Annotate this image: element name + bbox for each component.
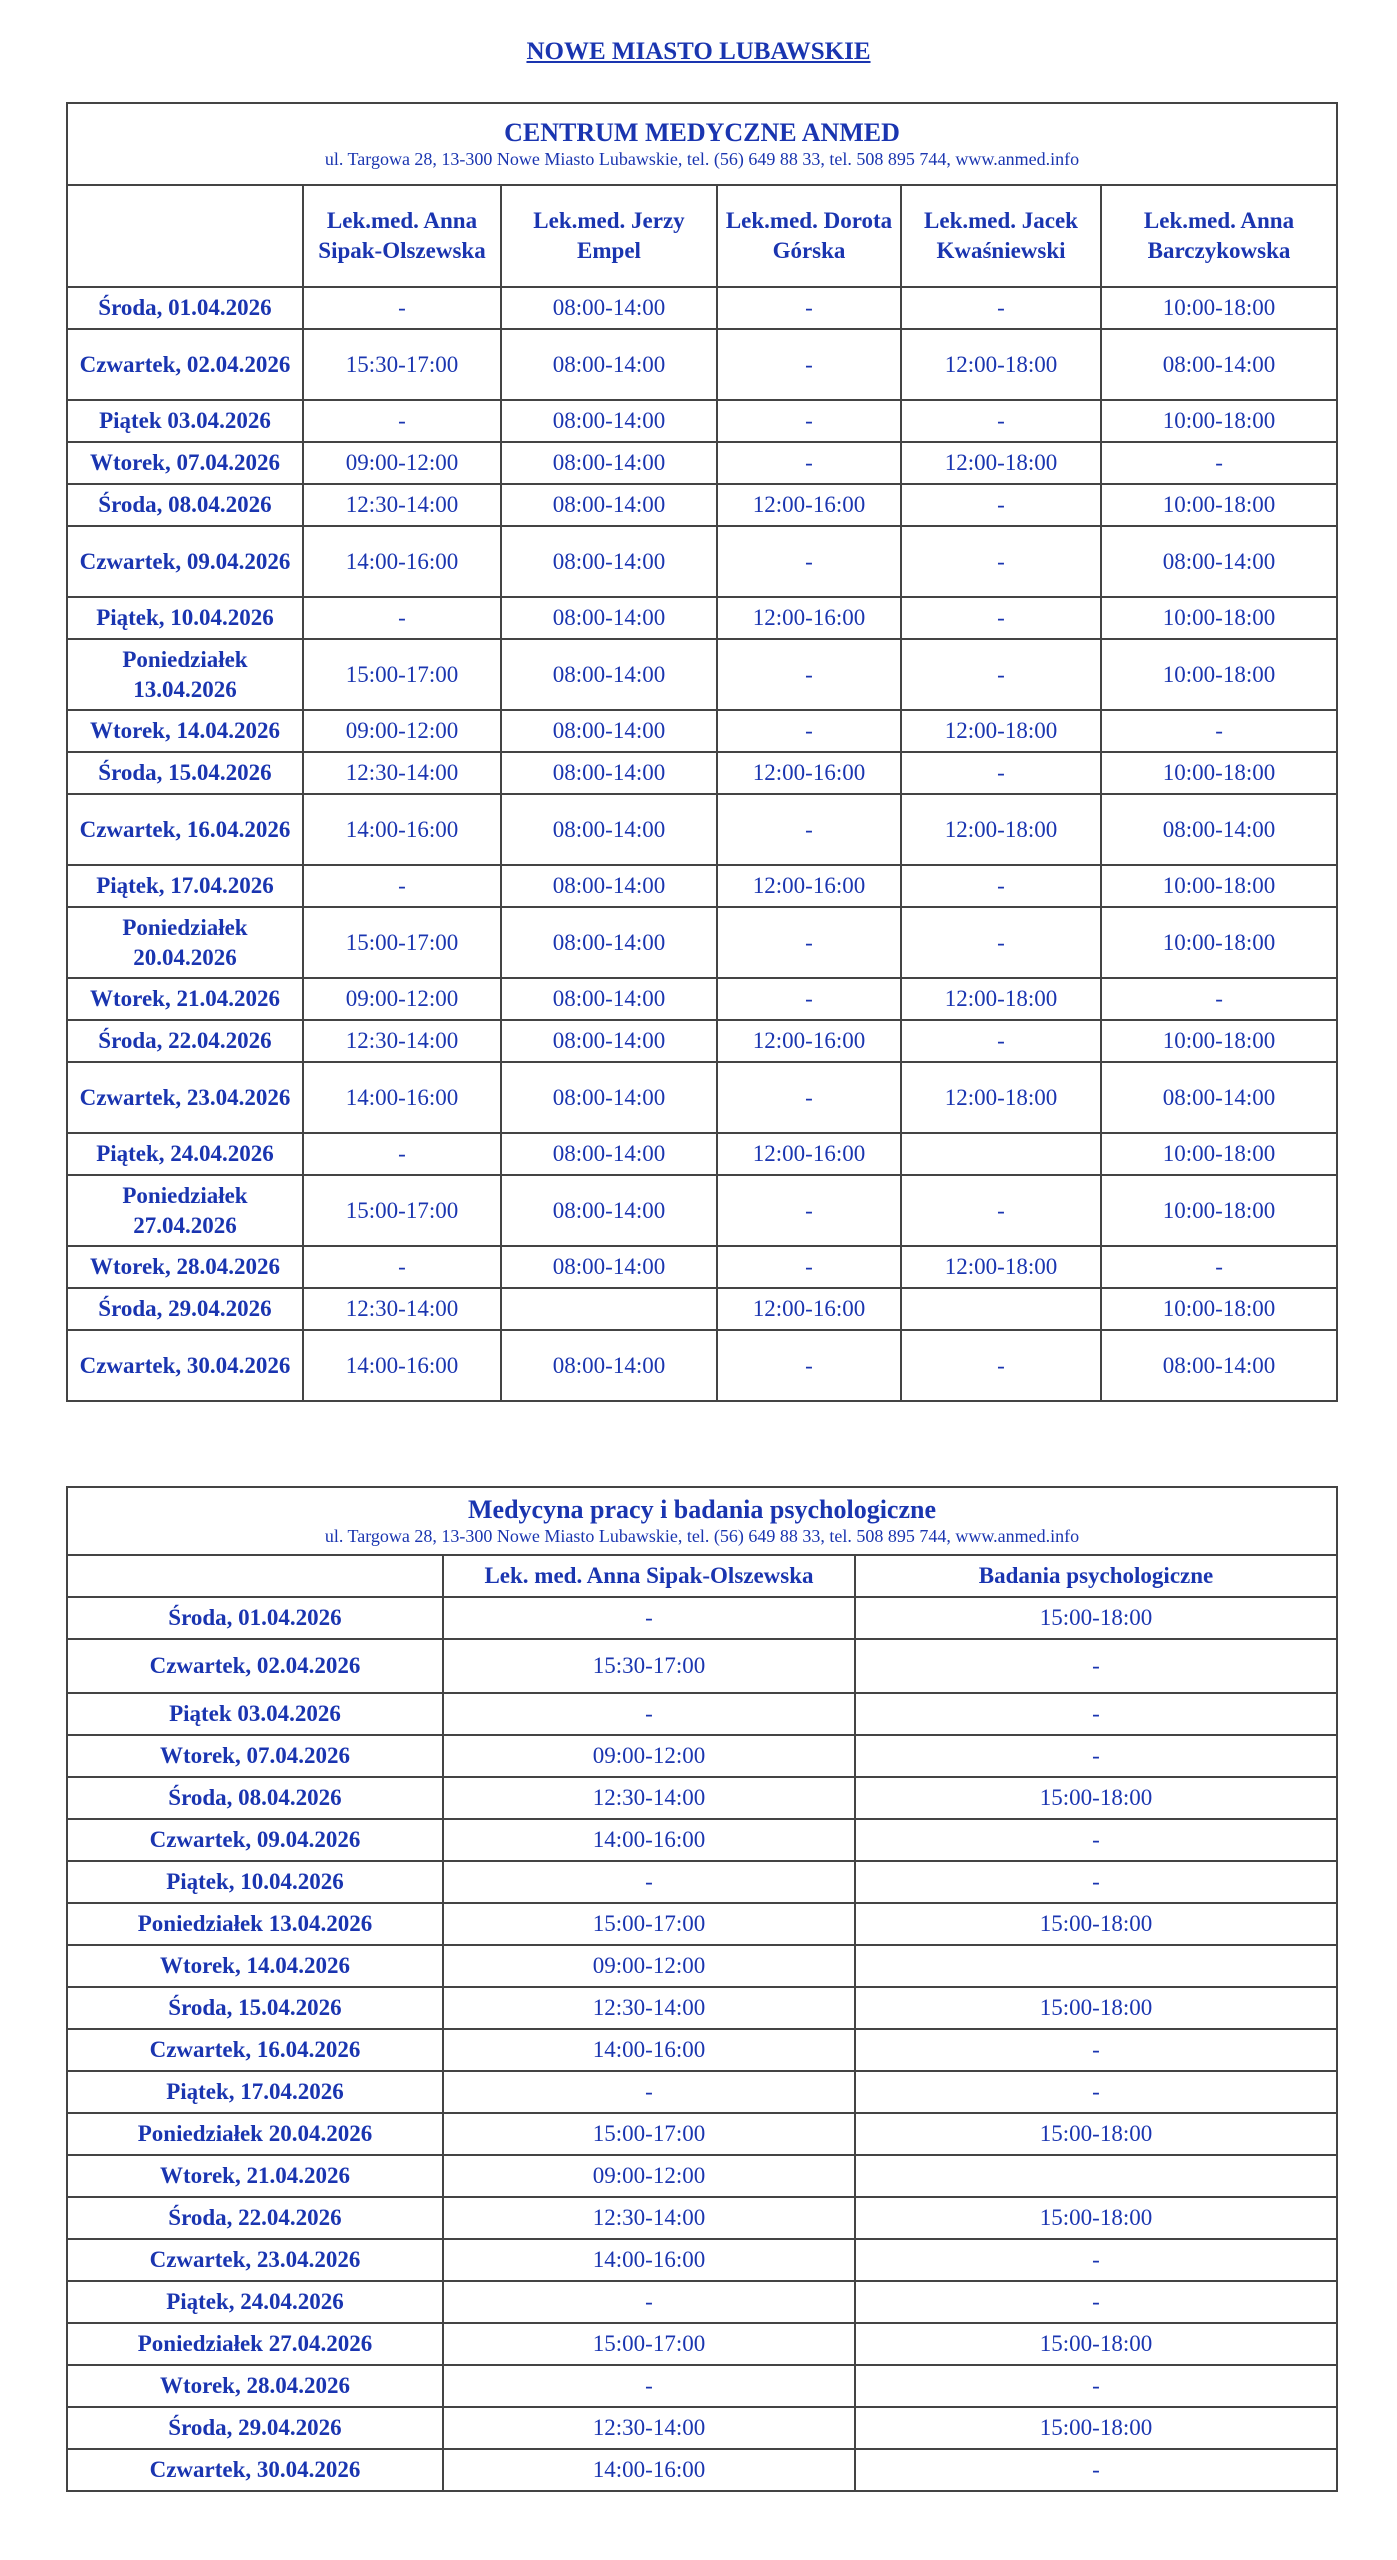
- hours-cell: -: [303, 1246, 501, 1288]
- hours-cell: 15:00-17:00: [303, 1175, 501, 1246]
- hours-cell: -: [1101, 710, 1337, 752]
- table-row: [67, 1020, 1337, 1062]
- hours-cell: 15:00-18:00: [855, 1903, 1337, 1945]
- hours-cell: 10:00-18:00: [1101, 484, 1337, 526]
- table-row: [67, 1288, 1337, 1330]
- hours-cell: 08:00-14:00: [501, 526, 717, 597]
- day-cell: Czwartek, 09.04.2026: [67, 526, 303, 597]
- hours-cell: 10:00-18:00: [1101, 639, 1337, 710]
- day-cell: Czwartek, 09.04.2026: [67, 1819, 443, 1861]
- hours-cell: 14:00-16:00: [303, 1062, 501, 1133]
- table-row: [67, 2407, 1337, 2449]
- hours-cell: 10:00-18:00: [1101, 1020, 1337, 1062]
- hours-cell: 08:00-14:00: [501, 978, 717, 1020]
- hours-cell: -: [901, 639, 1101, 710]
- anmed-schedule-table: [66, 102, 1338, 1402]
- day-cell: Czwartek, 16.04.2026: [67, 2029, 443, 2071]
- hours-cell: -: [855, 2029, 1337, 2071]
- page-title: NOWE MIASTO LUBAWSKIE: [526, 38, 871, 65]
- day-cell: Środa, 15.04.2026: [67, 1987, 443, 2029]
- hours-cell: 14:00-16:00: [303, 526, 501, 597]
- hours-cell: -: [717, 1175, 901, 1246]
- hours-cell: 12:30-14:00: [303, 1288, 501, 1330]
- hours-cell: -: [717, 710, 901, 752]
- hours-cell: -: [1101, 1246, 1337, 1288]
- hours-cell: 08:00-14:00: [1101, 526, 1337, 597]
- hours-cell: -: [443, 2365, 855, 2407]
- table-row: [67, 1133, 1337, 1175]
- day-cell: Wtorek, 21.04.2026: [67, 2155, 443, 2197]
- table-row: [67, 2239, 1337, 2281]
- hours-cell: -: [855, 1735, 1337, 1777]
- day-cell: Piątek, 17.04.2026: [67, 865, 303, 907]
- hours-cell: 15:30-17:00: [443, 1639, 855, 1693]
- hours-cell: 08:00-14:00: [501, 1133, 717, 1175]
- day-cell: Piątek, 10.04.2026: [67, 597, 303, 639]
- hours-cell: -: [855, 2449, 1337, 2491]
- hours-cell: 12:00-16:00: [717, 597, 901, 639]
- day-cell: Poniedziałek 27.04.2026: [67, 2323, 443, 2365]
- section-title: Medycyna pracy i badania psychologiczne: [467, 1495, 936, 1524]
- column-header: Lek. med. Anna Sipak-Olszewska: [443, 1555, 855, 1597]
- hours-cell: -: [717, 329, 901, 400]
- hours-cell: 15:00-17:00: [443, 2323, 855, 2365]
- table-row: [67, 2155, 1337, 2197]
- table-row: [67, 1945, 1337, 1987]
- hours-cell: 08:00-14:00: [501, 484, 717, 526]
- hours-cell: 15:00-18:00: [855, 1987, 1337, 2029]
- hours-cell: 14:00-16:00: [303, 794, 501, 865]
- day-cell: Piątek, 10.04.2026: [67, 1861, 443, 1903]
- hours-cell: -: [901, 287, 1101, 329]
- hours-cell: 12:00-18:00: [901, 329, 1101, 400]
- hours-cell: -: [303, 865, 501, 907]
- hours-cell: -: [855, 1861, 1337, 1903]
- hours-cell: -: [901, 1175, 1101, 1246]
- hours-cell: -: [855, 1819, 1337, 1861]
- table-row: [67, 1903, 1337, 1945]
- hours-cell: 15:30-17:00: [303, 329, 501, 400]
- hours-cell: 08:00-14:00: [1101, 1330, 1337, 1401]
- column-header: Lek.med. Jacek Kwaśniewski: [901, 185, 1101, 287]
- day-cell: Wtorek, 28.04.2026: [67, 1246, 303, 1288]
- table-row: [67, 1062, 1337, 1133]
- day-cell: Piątek 03.04.2026: [67, 1693, 443, 1735]
- table-row: [67, 526, 1337, 597]
- table-row: [67, 1246, 1337, 1288]
- hours-cell: -: [901, 752, 1101, 794]
- hours-cell: 12:00-18:00: [901, 1062, 1101, 1133]
- hours-cell: 08:00-14:00: [501, 597, 717, 639]
- hours-cell: -: [717, 1062, 901, 1133]
- hours-cell: 08:00-14:00: [501, 1062, 717, 1133]
- table-row: [67, 752, 1337, 794]
- hours-cell: 08:00-14:00: [501, 1020, 717, 1062]
- hours-cell: 08:00-14:00: [1101, 329, 1337, 400]
- table-row: [67, 1330, 1337, 1401]
- section-address: ul. Targowa 28, 13-300 Nowe Miasto Lubawskie, tel. (56) 649 88 33, tel. 508 895 744, www.anmed.info: [324, 1526, 1080, 1546]
- table-row: [67, 2029, 1337, 2071]
- center-address: ul. Targowa 28, 13-300 Nowe Miasto Lubawskie, tel. (56) 649 88 33, tel. 508 895 744, www.anmed.info: [324, 149, 1080, 169]
- hours-cell: 12:00-16:00: [717, 752, 901, 794]
- hours-cell: [901, 1288, 1101, 1330]
- hours-cell: 08:00-14:00: [1101, 794, 1337, 865]
- hours-cell: 14:00-16:00: [303, 1330, 501, 1401]
- column-header: Lek.med. Anna Barczykowska: [1101, 185, 1337, 287]
- day-cell: Środa, 08.04.2026: [67, 484, 303, 526]
- hours-cell: 12:30-14:00: [443, 2407, 855, 2449]
- table-row: [67, 794, 1337, 865]
- day-cell: Wtorek, 21.04.2026: [67, 978, 303, 1020]
- table-row: [67, 2281, 1337, 2323]
- hours-cell: -: [901, 400, 1101, 442]
- table-row: [67, 484, 1337, 526]
- hours-cell: 10:00-18:00: [1101, 1175, 1337, 1246]
- hours-cell: -: [901, 907, 1101, 978]
- hours-cell: -: [901, 597, 1101, 639]
- hours-cell: 12:00-16:00: [717, 1288, 901, 1330]
- table-row: [67, 2449, 1337, 2491]
- table-row: [67, 2113, 1337, 2155]
- column-header: Lek.med. Dorota Górska: [717, 185, 901, 287]
- table-row: [67, 978, 1337, 1020]
- day-cell: Środa, 01.04.2026: [67, 1597, 443, 1639]
- table-row: [67, 1597, 1337, 1639]
- hours-cell: 08:00-14:00: [501, 287, 717, 329]
- hours-cell: 10:00-18:00: [1101, 1288, 1337, 1330]
- table-row: [67, 1777, 1337, 1819]
- hours-cell: 10:00-18:00: [1101, 752, 1337, 794]
- day-cell: Poniedziałek 20.04.2026: [67, 907, 303, 978]
- hours-cell: [855, 1945, 1337, 1987]
- table-row: [67, 1735, 1337, 1777]
- table-row: [67, 1693, 1337, 1735]
- hours-cell: 12:30-14:00: [443, 1777, 855, 1819]
- hours-cell: 15:00-17:00: [443, 1903, 855, 1945]
- hours-cell: 12:00-16:00: [717, 1133, 901, 1175]
- hours-cell: -: [443, 1693, 855, 1735]
- hours-cell: [855, 2155, 1337, 2197]
- hours-cell: -: [1101, 442, 1337, 484]
- day-cell: Czwartek, 02.04.2026: [67, 329, 303, 400]
- hours-cell: 10:00-18:00: [1101, 400, 1337, 442]
- hours-cell: 12:00-18:00: [901, 442, 1101, 484]
- day-cell: Piątek 03.04.2026: [67, 400, 303, 442]
- hours-cell: 15:00-18:00: [855, 2197, 1337, 2239]
- day-cell: Środa, 29.04.2026: [67, 1288, 303, 1330]
- column-header: Lek.med. Jerzy Empel: [501, 185, 717, 287]
- hours-cell: 12:00-18:00: [901, 978, 1101, 1020]
- hours-cell: -: [443, 2281, 855, 2323]
- column-header: Badania psychologiczne: [855, 1555, 1337, 1597]
- hours-cell: -: [303, 597, 501, 639]
- column-header-row: [67, 1555, 1337, 1597]
- hours-cell: 08:00-14:00: [501, 794, 717, 865]
- day-cell: Piątek, 24.04.2026: [67, 1133, 303, 1175]
- hours-cell: -: [717, 287, 901, 329]
- day-cell: Czwartek, 16.04.2026: [67, 794, 303, 865]
- hours-cell: -: [901, 526, 1101, 597]
- table-row: [67, 597, 1337, 639]
- hours-cell: 15:00-17:00: [443, 2113, 855, 2155]
- table-header: [67, 1487, 1337, 1555]
- hours-cell: -: [303, 1133, 501, 1175]
- hours-cell: [901, 1133, 1101, 1175]
- hours-cell: 08:00-14:00: [501, 865, 717, 907]
- hours-cell: 15:00-18:00: [855, 1777, 1337, 1819]
- hours-cell: -: [855, 1693, 1337, 1735]
- hours-cell: 15:00-18:00: [855, 2113, 1337, 2155]
- hours-cell: 10:00-18:00: [1101, 597, 1337, 639]
- table-row: [67, 2323, 1337, 2365]
- hours-cell: -: [717, 1246, 901, 1288]
- hours-cell: -: [443, 1861, 855, 1903]
- hours-cell: 09:00-12:00: [443, 2155, 855, 2197]
- day-cell: Środa, 22.04.2026: [67, 2197, 443, 2239]
- hours-cell: -: [717, 526, 901, 597]
- hours-cell: 08:00-14:00: [501, 442, 717, 484]
- center-title: CENTRUM MEDYCZNE ANMED: [504, 118, 900, 147]
- hours-cell: 14:00-16:00: [443, 2029, 855, 2071]
- hours-cell: 08:00-14:00: [501, 1175, 717, 1246]
- day-cell: Środa, 01.04.2026: [67, 287, 303, 329]
- hours-cell: 08:00-14:00: [501, 907, 717, 978]
- hours-cell: 09:00-12:00: [303, 442, 501, 484]
- corner-cell: [67, 1555, 443, 1597]
- hours-cell: 08:00-14:00: [1101, 1062, 1337, 1133]
- hours-cell: 15:00-18:00: [855, 1597, 1337, 1639]
- occupational-medicine-table: [66, 1486, 1338, 2492]
- hours-cell: -: [717, 639, 901, 710]
- table-row: [67, 907, 1337, 978]
- day-cell: Piątek, 17.04.2026: [67, 2071, 443, 2113]
- hours-cell: 10:00-18:00: [1101, 287, 1337, 329]
- hours-cell: 12:30-14:00: [303, 752, 501, 794]
- table-row: [67, 329, 1337, 400]
- hours-cell: 10:00-18:00: [1101, 1133, 1337, 1175]
- table-row: [67, 442, 1337, 484]
- hours-cell: -: [443, 2071, 855, 2113]
- hours-cell: 12:00-16:00: [717, 484, 901, 526]
- hours-cell: -: [443, 1597, 855, 1639]
- day-cell: Wtorek, 14.04.2026: [67, 710, 303, 752]
- table-row: [67, 1175, 1337, 1246]
- table-row: [67, 865, 1337, 907]
- table-row: [67, 1819, 1337, 1861]
- table-header: [67, 103, 1337, 185]
- hours-cell: 12:30-14:00: [443, 1987, 855, 2029]
- day-cell: Środa, 22.04.2026: [67, 1020, 303, 1062]
- day-cell: Czwartek, 30.04.2026: [67, 2449, 443, 2491]
- hours-cell: 09:00-12:00: [303, 978, 501, 1020]
- hours-cell: -: [855, 2365, 1337, 2407]
- day-cell: Czwartek, 02.04.2026: [67, 1639, 443, 1693]
- hours-cell: -: [855, 2071, 1337, 2113]
- table-row: [67, 1861, 1337, 1903]
- table-row: [67, 2071, 1337, 2113]
- hours-cell: -: [717, 442, 901, 484]
- hours-cell: 08:00-14:00: [501, 329, 717, 400]
- day-cell: Czwartek, 30.04.2026: [67, 1330, 303, 1401]
- hours-cell: -: [303, 400, 501, 442]
- hours-cell: 08:00-14:00: [501, 400, 717, 442]
- day-cell: Czwartek, 23.04.2026: [67, 1062, 303, 1133]
- hours-cell: -: [717, 978, 901, 1020]
- day-cell: Czwartek, 23.04.2026: [67, 2239, 443, 2281]
- hours-cell: -: [855, 2281, 1337, 2323]
- table-row: [67, 287, 1337, 329]
- corner-cell: [67, 185, 303, 287]
- hours-cell: 12:00-18:00: [901, 794, 1101, 865]
- hours-cell: -: [855, 2239, 1337, 2281]
- table-row: [67, 2197, 1337, 2239]
- hours-cell: 12:00-18:00: [901, 710, 1101, 752]
- day-cell: Poniedziałek 27.04.2026: [67, 1175, 303, 1246]
- table-row: [67, 1639, 1337, 1693]
- day-cell: Wtorek, 14.04.2026: [67, 1945, 443, 1987]
- hours-cell: 10:00-18:00: [1101, 907, 1337, 978]
- column-header: Lek.med. Anna Sipak-Olszewska: [303, 185, 501, 287]
- hours-cell: 15:00-18:00: [855, 2323, 1337, 2365]
- hours-cell: 15:00-17:00: [303, 907, 501, 978]
- hours-cell: -: [717, 400, 901, 442]
- table-row: [67, 2365, 1337, 2407]
- hours-cell: 08:00-14:00: [501, 639, 717, 710]
- hours-cell: [501, 1288, 717, 1330]
- hours-cell: -: [855, 1639, 1337, 1693]
- day-cell: Środa, 15.04.2026: [67, 752, 303, 794]
- hours-cell: -: [901, 1330, 1101, 1401]
- hours-cell: 15:00-17:00: [303, 639, 501, 710]
- hours-cell: 09:00-12:00: [443, 1945, 855, 1987]
- hours-cell: 14:00-16:00: [443, 2239, 855, 2281]
- table-row: [67, 1987, 1337, 2029]
- day-cell: Piątek, 24.04.2026: [67, 2281, 443, 2323]
- hours-cell: 12:00-16:00: [717, 1020, 901, 1062]
- hours-cell: -: [901, 865, 1101, 907]
- hours-cell: 12:30-14:00: [443, 2197, 855, 2239]
- day-cell: Wtorek, 28.04.2026: [67, 2365, 443, 2407]
- table-row: [67, 639, 1337, 710]
- hours-cell: -: [303, 287, 501, 329]
- hours-cell: -: [1101, 978, 1337, 1020]
- hours-cell: 09:00-12:00: [443, 1735, 855, 1777]
- hours-cell: 08:00-14:00: [501, 1330, 717, 1401]
- day-cell: Poniedziałek 13.04.2026: [67, 1903, 443, 1945]
- hours-cell: 08:00-14:00: [501, 1246, 717, 1288]
- table-row: [67, 400, 1337, 442]
- day-cell: Środa, 08.04.2026: [67, 1777, 443, 1819]
- hours-cell: -: [717, 794, 901, 865]
- hours-cell: -: [717, 907, 901, 978]
- day-cell: Poniedziałek 13.04.2026: [67, 639, 303, 710]
- hours-cell: -: [901, 1020, 1101, 1062]
- hours-cell: 12:30-14:00: [303, 484, 501, 526]
- hours-cell: 12:00-18:00: [901, 1246, 1101, 1288]
- day-cell: Poniedziałek 20.04.2026: [67, 2113, 443, 2155]
- hours-cell: 15:00-18:00: [855, 2407, 1337, 2449]
- hours-cell: -: [901, 484, 1101, 526]
- hours-cell: 08:00-14:00: [501, 710, 717, 752]
- table-row: [67, 710, 1337, 752]
- hours-cell: 12:00-16:00: [717, 865, 901, 907]
- column-header-row: [67, 185, 1337, 287]
- hours-cell: 10:00-18:00: [1101, 865, 1337, 907]
- hours-cell: 09:00-12:00: [303, 710, 501, 752]
- hours-cell: -: [717, 1330, 901, 1401]
- day-cell: Wtorek, 07.04.2026: [67, 442, 303, 484]
- day-cell: Środa, 29.04.2026: [67, 2407, 443, 2449]
- hours-cell: 12:30-14:00: [303, 1020, 501, 1062]
- day-cell: Wtorek, 07.04.2026: [67, 1735, 443, 1777]
- hours-cell: 14:00-16:00: [443, 1819, 855, 1861]
- hours-cell: 08:00-14:00: [501, 752, 717, 794]
- hours-cell: 14:00-16:00: [443, 2449, 855, 2491]
